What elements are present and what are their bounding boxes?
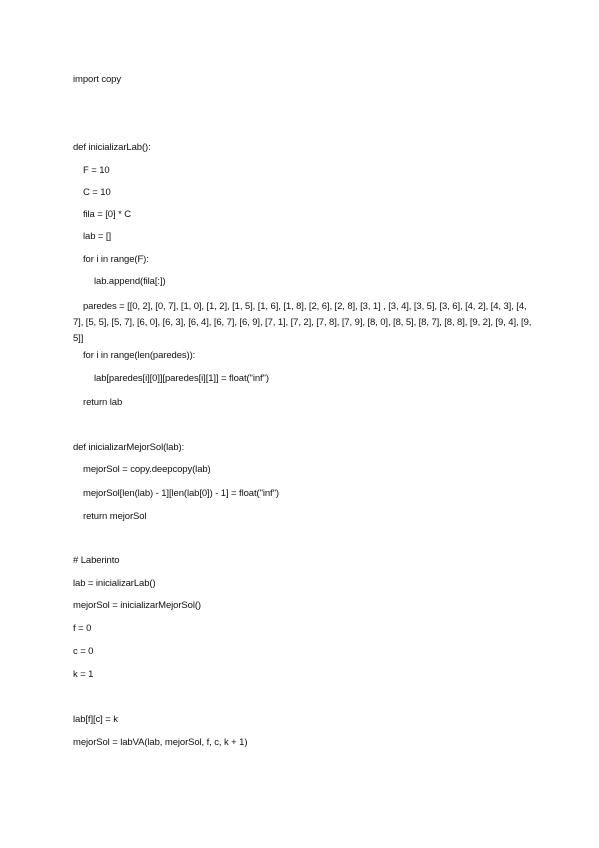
code-line-c-zero: c = 0 <box>73 646 94 657</box>
code-line-mejorsol-labva: mejorSol = labVA(lab, mejorSol, f, c, k + 1) <box>73 737 248 748</box>
code-line-lab-fc-k: lab[f][c] = k <box>73 714 118 725</box>
code-line-lab-assign: lab = [] <box>83 231 111 242</box>
code-line-lab-init-call: lab = inicializarLab() <box>73 578 156 589</box>
code-line-comment-laberinto: # Laberinto <box>73 555 120 566</box>
code-line-f-zero: f = 0 <box>73 623 92 634</box>
code-line-def-inicializar-mejor-sol: def inicializarMejorSol(lab): <box>73 442 185 453</box>
code-line-import: import copy <box>73 74 122 85</box>
code-line-def-inicializar-lab: def inicializarLab(): <box>73 142 151 153</box>
code-line-return-mejorsol: return mejorSol <box>83 511 147 522</box>
code-line-mejorsol-deepcopy: mejorSol = copy.deepcopy(lab) <box>83 464 211 475</box>
code-line-for-range-f: for i in range(F): <box>83 254 149 265</box>
code-line-mejorsol-inf: mejorSol[len(lab) - 1][len(lab[0]) - 1] = float("inf") <box>83 488 279 499</box>
code-line-c-assign: C = 10 <box>83 187 111 198</box>
code-line-for-range-paredes: for i in range(len(paredes)): <box>83 350 196 361</box>
code-line-mejorsol-init-call: mejorSol = inicializarMejorSol() <box>73 600 201 611</box>
code-line-k-one: k = 1 <box>73 669 94 680</box>
code-line-paredes-list: paredes = [[0, 2], [0, 7], [1, 0], [1, 2], [1, 5], [1, 6], [1, 8], [2, 6], [2, 8], [3, 1] , [3, 4], [3, 5], [3, 6], [4, 2], [4, 3], [4, 7], [5, 5], [5, 7], [6, 0], [6, 3], [6, 4], [6, 7], [6, 9], [7, 1], [7, 2], [7, 8], [7, 9], [8, 0], [8, 5], [8, 7], [8, 8], [9, 2], [9, 4], [9, 5]] <box>73 301 532 344</box>
code-line-lab-paredes-inf: lab[paredes[i][0]][paredes[i][1]] = float("inf") <box>94 373 269 384</box>
code-line-fila-assign: fila = [0] * C <box>83 209 131 220</box>
code-line-return-lab: return lab <box>83 397 123 408</box>
code-line-f-assign: F = 10 <box>83 165 110 176</box>
code-line-lab-append: lab.append(fila[:]) <box>94 276 166 287</box>
